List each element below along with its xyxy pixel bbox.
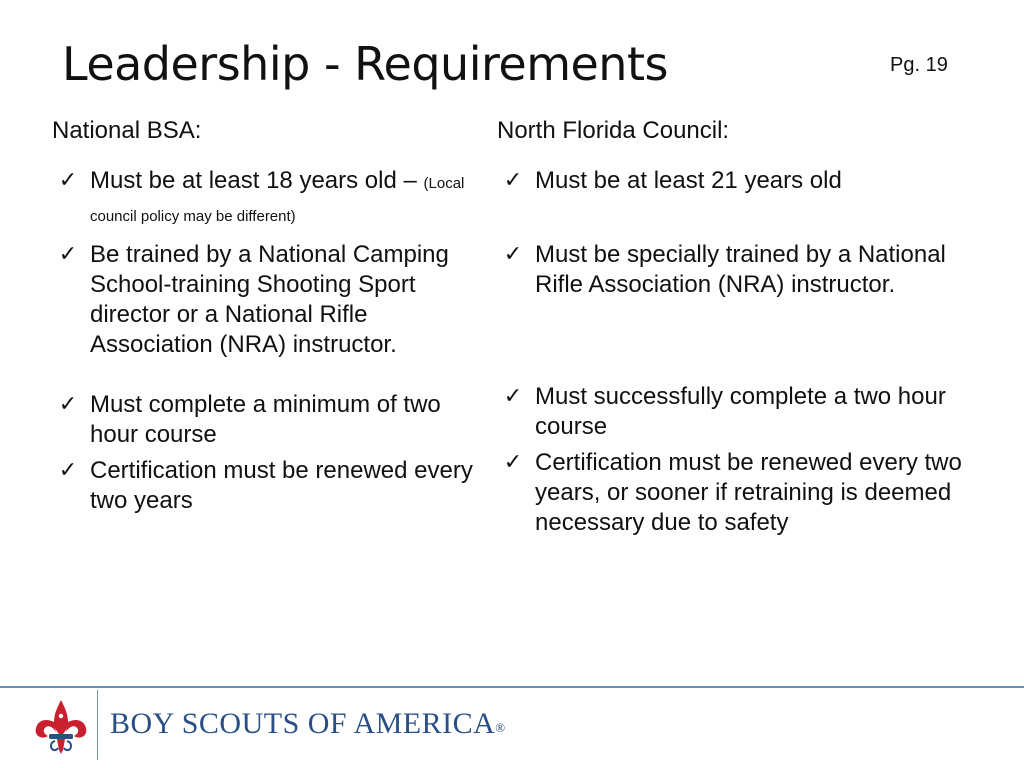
page-reference: Pg. 19 (890, 54, 948, 76)
checkmark-icon: ✓ (58, 392, 78, 417)
brand-name (110, 704, 506, 744)
checkmark-icon: ✓ (503, 384, 523, 409)
north-florida-council-column (497, 116, 997, 538)
slide-title: Leadership - Requirements (62, 37, 668, 91)
checkmark-icon: ✓ (503, 168, 523, 193)
checkmark-icon: ✓ (503, 450, 523, 475)
item-text: Must complete a minimum of two hour course (90, 391, 441, 448)
checkmark-icon: ✓ (58, 168, 78, 193)
column-heading: North Florida Council: (497, 117, 730, 144)
item-text: Certification must be renewed every two years (90, 457, 473, 514)
brand-text: BOY SCOUTS OF AMERICA (110, 707, 496, 740)
item-text: Must be specially trained by a National Rifle Association (NRA) instructor. (535, 241, 946, 298)
list-item (52, 166, 477, 232)
checkmark-icon: ✓ (58, 458, 78, 483)
list-item (497, 448, 997, 538)
item-text: Be trained by a National Camping School-training Shooting Sport director or a National Rifle Association (NRA) instructor. (90, 241, 449, 358)
footer-divider (97, 690, 98, 760)
column-heading: National BSA: (52, 117, 202, 144)
list-item (52, 240, 477, 360)
registered-mark: ® (495, 720, 506, 735)
checkmark-icon: ✓ (58, 242, 78, 267)
policy-note: (Local council policy may be different) (90, 175, 465, 225)
footer-rule (0, 686, 1024, 688)
checkmark-icon: ✓ (503, 242, 523, 267)
item-text: Must be at least 21 years old (535, 167, 842, 194)
list-item (52, 456, 477, 516)
list-item (497, 240, 997, 300)
list-item (52, 390, 477, 450)
list-item (497, 382, 997, 442)
list-item (497, 166, 997, 196)
item-text: Certification must be renewed every two years, or sooner if retraining is deemed necessary due to safety (535, 449, 962, 536)
fleur-de-lis-icon (30, 694, 92, 756)
national-bsa-column (52, 116, 477, 516)
item-text: Must successfully complete a two hour course (535, 383, 946, 440)
item-text: Must be at least 18 years old – (90, 167, 417, 194)
